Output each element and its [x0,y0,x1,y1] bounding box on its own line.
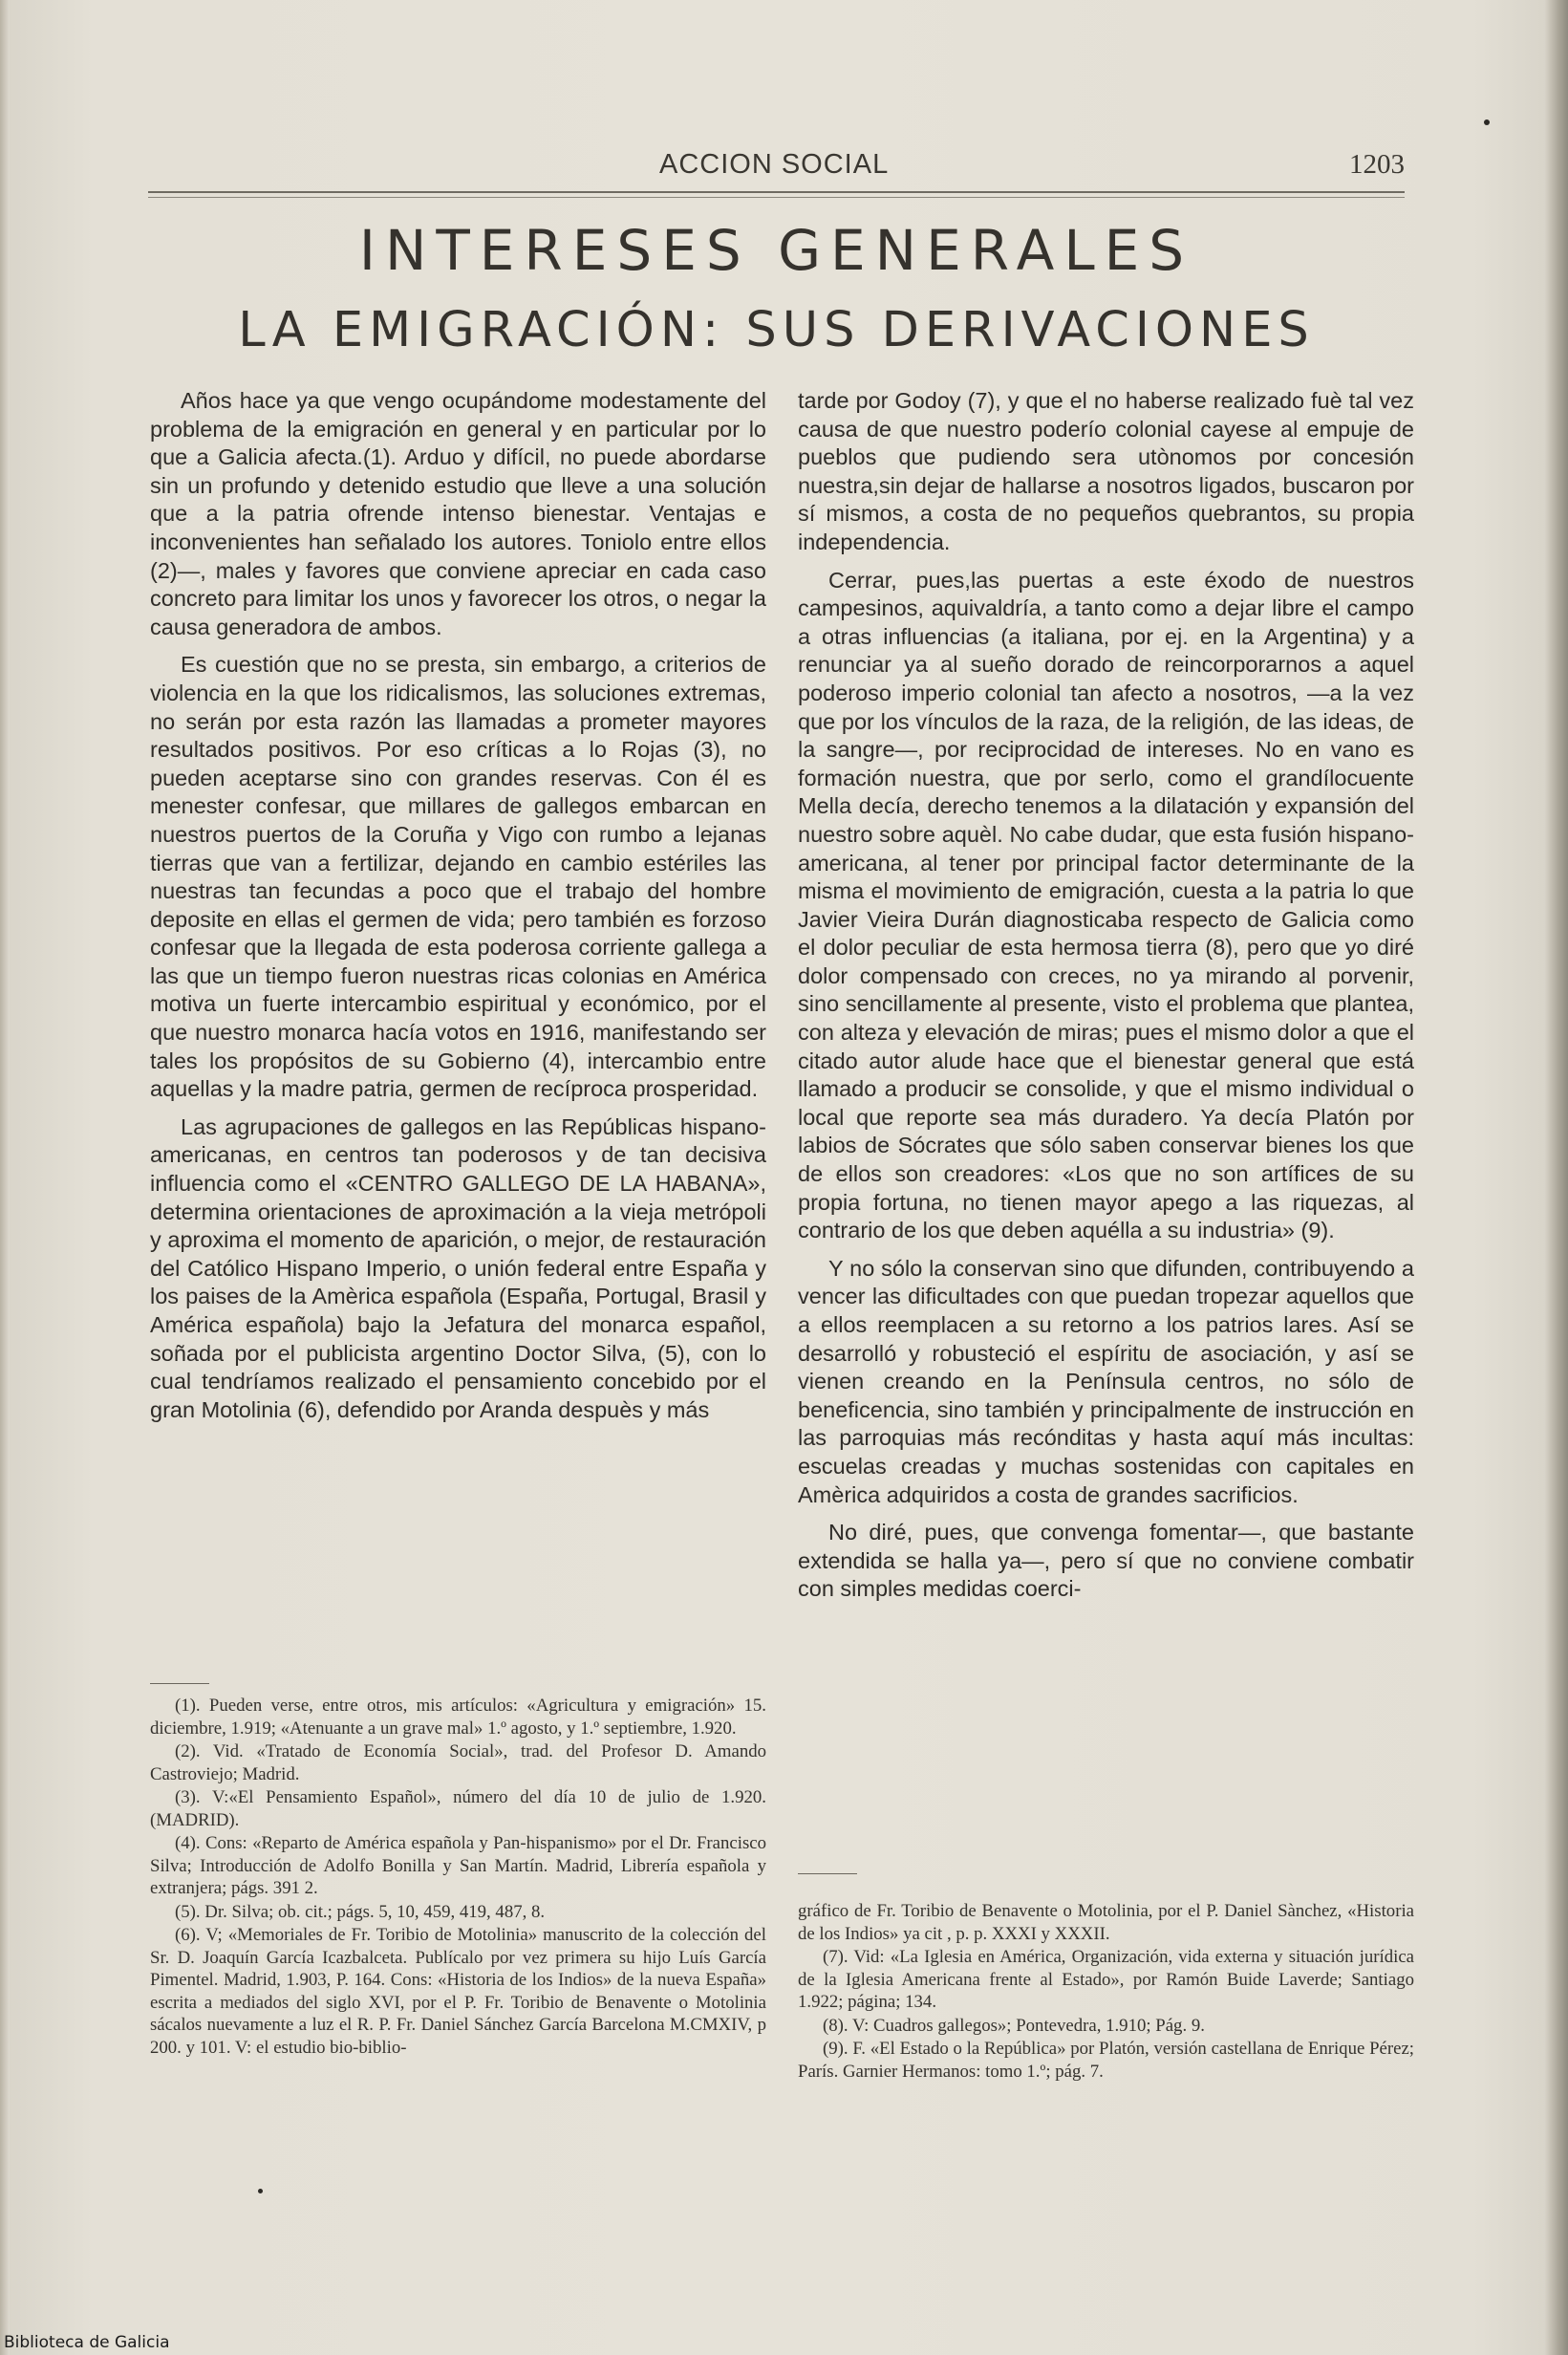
footnote: (6). V; «Memoriales de Fr. Toribio de Motolinia» manuscrito de la colección del Sr. D. Joaquín García Icazbalceta. Publícalo por vez primera su hijo Luís García Pimentel. Madrid, 1.903, P. 164. Cons: «Historia de los Indios» de la nueva España» escrita a mediados del siglo XVI, por el P. Fr. Toribio de Benavente o Motolinia sácalos nuevamente a luz el R. P. Fr. Daniel Sánchez García Barcelona M.CMXIV, p 200. y 101. V: el estudio bio-biblio- [150,1925,766,2058]
paragraph: Y no sólo la conservan sino que difunden, contribuyendo a vencer las dificultades con que puedan tropezar aquellos que a ellos reemplacen a su retorno a los patrios lares. Así se desarrolló y robusteció el espíritu de asociación, y así se vienen creando en la Península centros, no sólo de beneficencia, sino también y principalmente de instrucción en las parroquias más recónditas y hasta aquí más incultas: escuelas creadas y muchas sostenidas con capitales en Amèrica adquiridos a costa de grandes sacrificios. [798,1255,1414,1507]
section-heading: INTERESES GENERALES [358,218,1194,283]
article-title: LA EMIGRACIÓN: SUS DERIVACIONES [238,302,1315,358]
page-number: 1203 [1349,149,1405,180]
footnote-continued: gráfico de Fr. Toribio de Benavente o Motolinia, por el P. Daniel Sànchez, «Historia de los Indios» ya cit , p. p. XXXI y XXXII. [798,1901,1414,1944]
footnote: (4). Cons: «Reparto de América española y Pan-hispanismo» por el Dr. Francisco Silva; Introducción de Adolfo Bonilla y San Martín. Madrid, Librería española y extranjera; págs. 391 2. [150,1833,766,1898]
paragraph: Es cuestión que no se presta, sin embargo, a criterios de violencia en la que los ridicalismos, las soluciones extremas, no serán por esta razón las llamadas a prometer mayores resultados positivos. Por eso críticas a lo Rojas (3), no pueden aceptarse sino con grandes reservas. Con él es menester confesar, que millares de gallegos embarcan en nuestros puertos de la Coruña y Vigo con rumbo a lejanas tierras que van a fertilizar, dejando en cambio estériles las nuestras tan fecundas a poco que el trabajo del hombre deposite en ellas el germen de vida; pero también es forzoso confesar que la llegada de esta poderosa corriente gallega a las que un tiempo fueron nuestras ricas colonias en América motiva un fuerte intercambio espiritual y económico, por el que nuestro monarca hacía votos en 1916, manifestando ser tales los propósitos de su Gobierno (4), intercambio entre aquellas y la madre patria, germen de recíproca prosperidad. [150,652,766,1102]
header-rule [148,191,1405,198]
page-edge-right [1545,0,1568,2355]
footnotes-right [798,1900,1414,2084]
journal-title: ACCION SOCIAL [659,149,890,180]
footnote: (8). V: Cuadros gallegos»; Pontevedra, 1.910; Pág. 9. [823,2015,1205,2036]
paragraph-continued: tarde por Godoy (7), y que el no haberse realizado fuè tal vez causa de que nuestro poderío colonial cayese al empuje de pueblos que pudiendo sera utònomos por concesión nuestra,sin dejar de hallarse a nosotros ligados, buscaron por sí mismos, a costa de no pequeños quebrantos, su propia independencia. [798,388,1414,554]
paragraph: No diré, pues, que convenga fomentar—, que bastante extendida se halla ya—, pero sí que no conviene combatir con simples medidas coerci- [798,1520,1414,1602]
paragraph: Años hace ya que vengo ocupándome modestamente del problema de la emigración en general y en particular por lo que a Galicia afecta.(1). Arduo y difícil, no puede abordarse sin un profundo y detenido estudio que lleve a una solución que a la patria ofrende intenso bienestar. Ventajas e inconvenientes han señalado los autores. Toniolo entre ellos (2)—, males y favores que conviene apreciar en cada caso concreto para limitar los unos y favorecer los otros, o negar la causa generadora de ambos. [150,388,766,639]
page-edge-left [0,0,10,2355]
paragraph: Las agrupaciones de gallegos en las Repúblicas hispano-americanas, en centros tan poderosos y de tan decisiva influencia como el «CENTRO GALLEGO DE LA HABANA», determina orientaciones de aproximación a la vieja metrópoli y aproxima el momento de aparición, o mejor, de restauración del Católico Hispano Imperio, o unión federal entre España y los paises de la Amèrica española (España, Portugal, Brasil y América española) bajo la Jefatura del monarca español, soñada por el publicista argentino Doctor Silva, (5), con lo cual tendríamos realizado el pensamiento concebido por el gran Motolinia (6), defendido por Aranda despuès y más [150,1113,766,1422]
footnote: (7). Vid: «La Iglesia en América, Organización, vida externa y situación jurídica de la Iglesia Americana frente al Estado», por Ramón Buide Laverde; Santiago 1.922; página; 134. [798,1947,1414,2012]
footnote: (3). V:«El Pensamiento Español», número del día 10 de julio de 1.920. (MADRID). [150,1787,766,1830]
footnote: (1). Pueden verse, entre otros, mis artículos: «Agricultura y emigración» 15. diciembre, 1.919; «Atenuante a un grave mal» 1.º agosto, y 1.º septiembre, 1.920. [150,1696,766,1739]
library-watermark: Biblioteca de Galicia [4,2333,170,2352]
footnote-rule [798,1873,857,1874]
footnotes-left [150,1695,766,2060]
footnote: (2). Vid. «Tratado de Economía Social», trad. del Profesor D. Amando Castroviejo; Madrid. [150,1741,766,1784]
footnote-rule [150,1683,209,1684]
ink-speck [1484,119,1490,125]
right-column [798,387,1414,1802]
running-head [148,143,1405,191]
footnote: (9). F. «El Estado o la República» por Platón, versión castellana de Enrique Pérez; París. Garnier Hermanos: tomo 1.º; pág. 7. [798,2039,1414,2082]
paragraph: Cerrar, pues,las puertas a este éxodo de nuestros campesinos, aquivaldría, a tanto como a dejar libre el campo a otras influencias (a italiana, por ej. en la Argentina) y a renunciar ya al sueño dorado de reincorporarnos a aquel poderoso imperio colonial tan afecto a nosotros, —a la vez que por los vínculos de la raza, de la religión, de las ideas, de la sangre—, por reciprocidad de intereses. No en vano es formación nuestra, que por serlo, como el grandílocuente Mella decía, derecho tenemos a la dilatación y expansión del nuestro sobre aquèl. No cabe dudar, que esta fusión hispano-americana, al tener por principal factor determinante de la misma el movimiento de emigración, cuesta a la patria lo que Javier Vieira Durán diagnosticaba respecto de Galicia como el dolor peculiar de esta hermosa tierra (8), pero que yo diré dolor compensado con creces, no ya mirando al porvenir, sino sencillamente al presente, visto el problema que plantea, con alteza y elevación de miras; pues el mismo dolor a que el citado autor alude hace que el bienestar general que está llamado a producir se consolide, y que el mismo individual o local que reporte sea más duradero. Ya decía Platón por labios de Sócrates que sólo saben conservar bienes los que de ellos son creadores: «Los que no son artífices de su propia fortuna, no tienen mayor apego a las riquezas, al contrario de los que deben aquélla a su industria» (9). [798,567,1414,1243]
left-column [150,387,766,1673]
ink-speck [258,2189,263,2193]
footnote: (5). Dr. Silva; ob. cit.; págs. 5, 10, 459, 419, 487, 8. [175,1901,546,1922]
